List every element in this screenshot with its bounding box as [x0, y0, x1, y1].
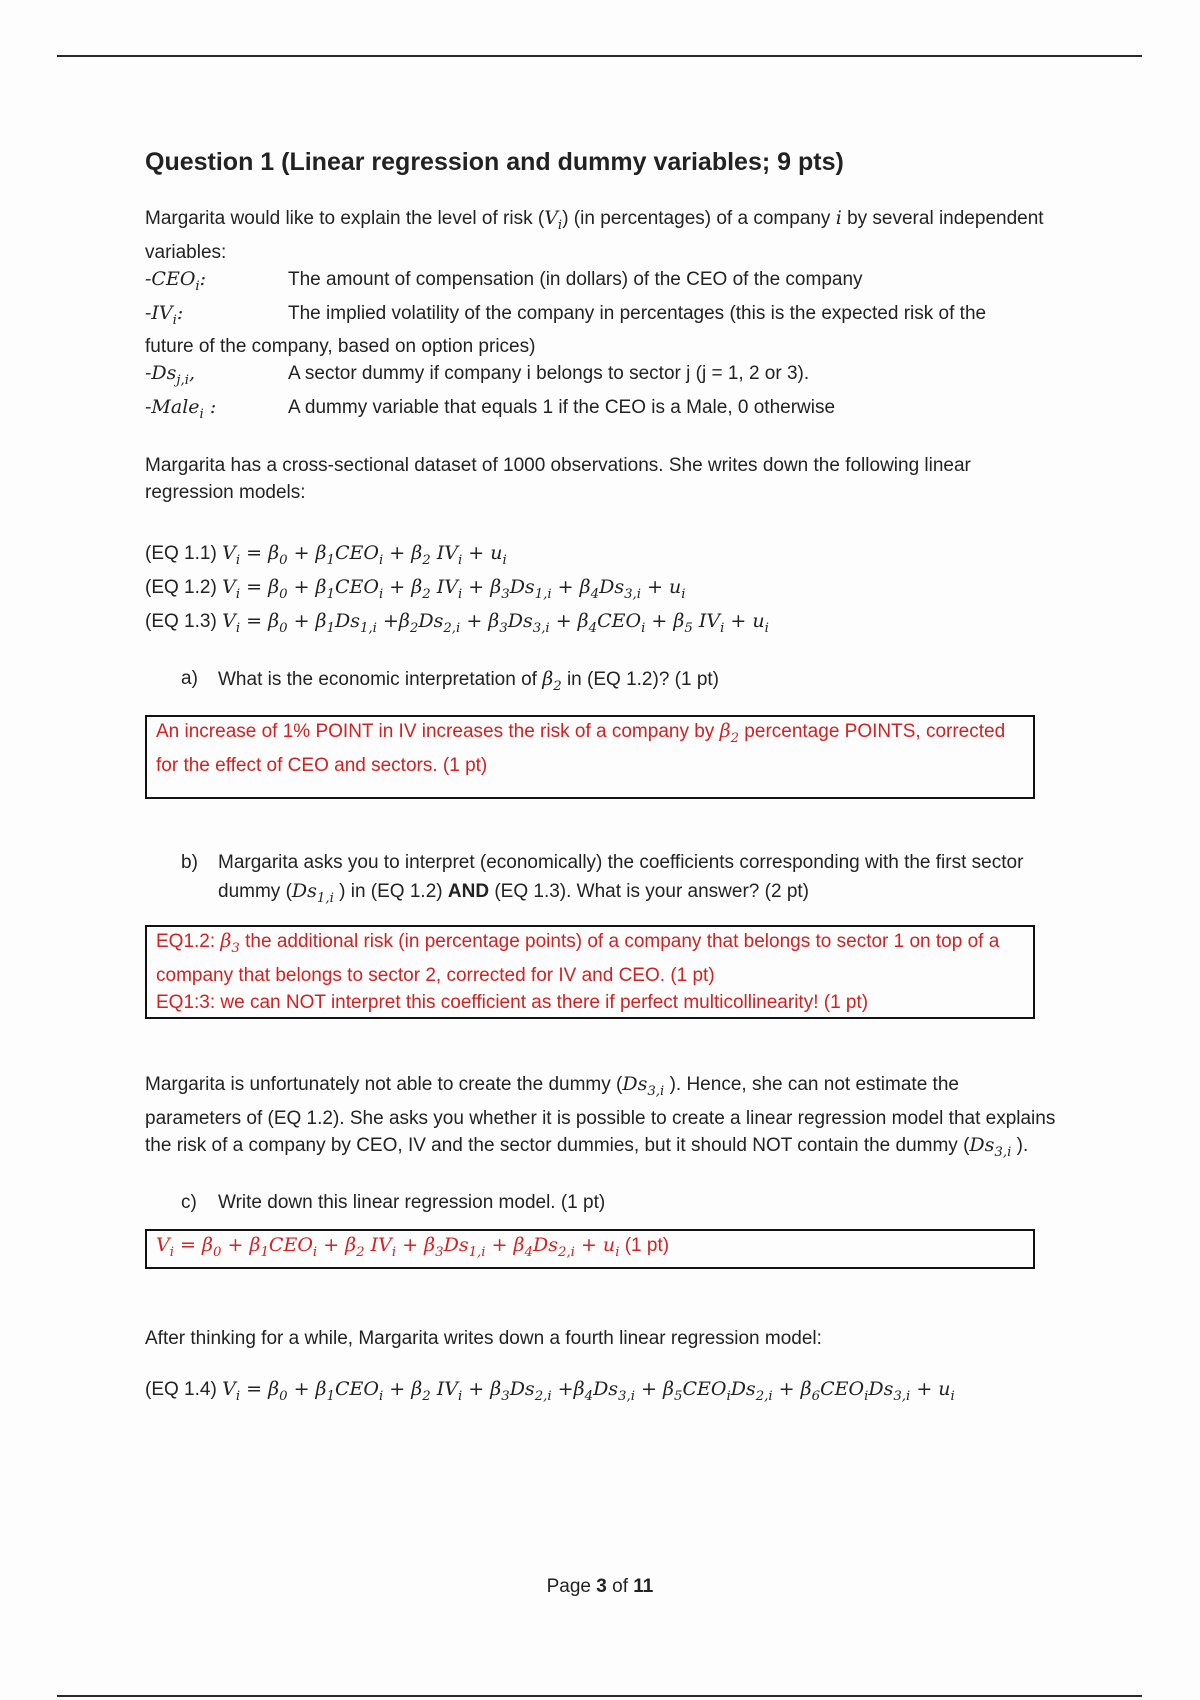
- answer-box-c: $V_i = \beta_0 + \beta_1CEO_i + \beta_2$ $IV_i + \beta_3Ds_{1,i} + \beta_4Ds_{2,i} + u_i$ (1 pt): [145, 1229, 1035, 1269]
- top-rule: [57, 55, 1142, 57]
- variable-iv: $-IV_i$: The implied volatility of the company in percentages (this is the expected risk of the: [145, 301, 987, 328]
- equation-1-3: (EQ 1.3) $V_i = \beta_0 + \beta_1Ds_{1,i} +\beta_2Ds_{2,i} + \beta_3Ds_{3,i} + \beta_4CEO_i + \beta_5$ $IV_i + u_i$: [145, 609, 769, 636]
- paragraph-d: After thinking for a while, Margarita writes down a fourth linear regression model:: [145, 1328, 822, 1350]
- question-a: a) What is the economic interpretation of $\beta_2$ in (EQ 1.2)? (1 pt): [181, 668, 720, 695]
- bottom-rule: [57, 1695, 1142, 1697]
- page-footer: Page 3 of 11: [546, 1576, 654, 1597]
- answer-box-b: [145, 925, 1035, 1019]
- dataset-paragraph: Margarita has a cross-sectional dataset of 1000 observations. She writes down the following linear regression models:: [145, 454, 971, 503]
- equation-1-2: (EQ 1.2) $V_i = \beta_0 + \beta_1CEO_i + \beta_2$ $IV_i + \beta_3Ds_{1,i} + \beta_4Ds_{3,i} + u_i$: [145, 575, 686, 602]
- answer-box-a: An increase of 1% POINT in IV increases the risk of a company by $\beta_2$ percentage POINTS, corrected for the effect of CEO and sectors. (1 pt): [145, 715, 1035, 799]
- equation-block: [145, 540, 1060, 641]
- equation-1-1: (EQ 1.1) $V_i = \beta_0 + \beta_1CEO_i + \beta_2$ $IV_i + u_i$: [145, 541, 507, 568]
- answer-b-line-1: EQ1.2: $\beta_3$ the additional risk (in percentage points) of a company that belongs to sector 1 on top of a company that belongs to sector 2, corrected for IV and CEO. (1 pt): [156, 929, 1000, 986]
- answer-b-line-2: EQ1:3: we can NOT interpret this coefficient as there if perfect multicollinearity! (1 pt): [156, 991, 869, 1013]
- variable-male: -Male$_i$ : A dummy variable that equals 1 if the CEO is a Male, 0 otherwise: [145, 396, 836, 422]
- variable-iv-cont: future of the company, based on option prices): [145, 336, 536, 358]
- variable-list: [145, 266, 1060, 428]
- paragraph-c: Margarita is unfortunately not able to create the dummy ($Ds_{3,i}$ ). Hence, she can not estimate the parameters of (EQ 1.2). She asks you whether it is possible to create a linear regression model that explains the risk of a company by CEO, IV and the sector dummies, but it should NOT contain the dummy ($Ds_{3,i}$ ).: [145, 1072, 1056, 1160]
- document-body: [145, 148, 1060, 1410]
- variable-ds: $-Ds_{j,i}$, A sector dummy if company i belongs to sector j (j = 1, 2 or 3).: [145, 362, 810, 389]
- equation-1-4: (EQ 1.4) $V_i = \beta_0 + \beta_1CEO_i + \beta_2$ $IV_i + \beta_3Ds_{2,i} +\beta_4Ds_{3,i} + \beta_5CEO_iDs_{2,i} + \beta_6CEO_iDs_{3,i} + u_i$: [145, 1378, 955, 1404]
- variable-ceo: $-CEO_i$: The amount of compensation (in dollars) of the CEO of the company: [145, 267, 863, 294]
- question-b: b) Margarita asks you to interpret (economically) the coefficients corresponding with the first sector dummy ($Ds_{1,i}$ ) in (EQ 1.2) AND (EQ 1.3). What is your answer? (2 pt): [181, 852, 1024, 906]
- question-title: Question 1 (Linear regression and dummy variables; 9 pts): [145, 148, 844, 176]
- question-c: c) Write down this linear regression model. (1 pt): [181, 1192, 606, 1214]
- intro-paragraph: Margarita would like to explain the level of risk $(V_i)$ (in percentages) of a company i by several independent variables:: [145, 207, 1044, 263]
